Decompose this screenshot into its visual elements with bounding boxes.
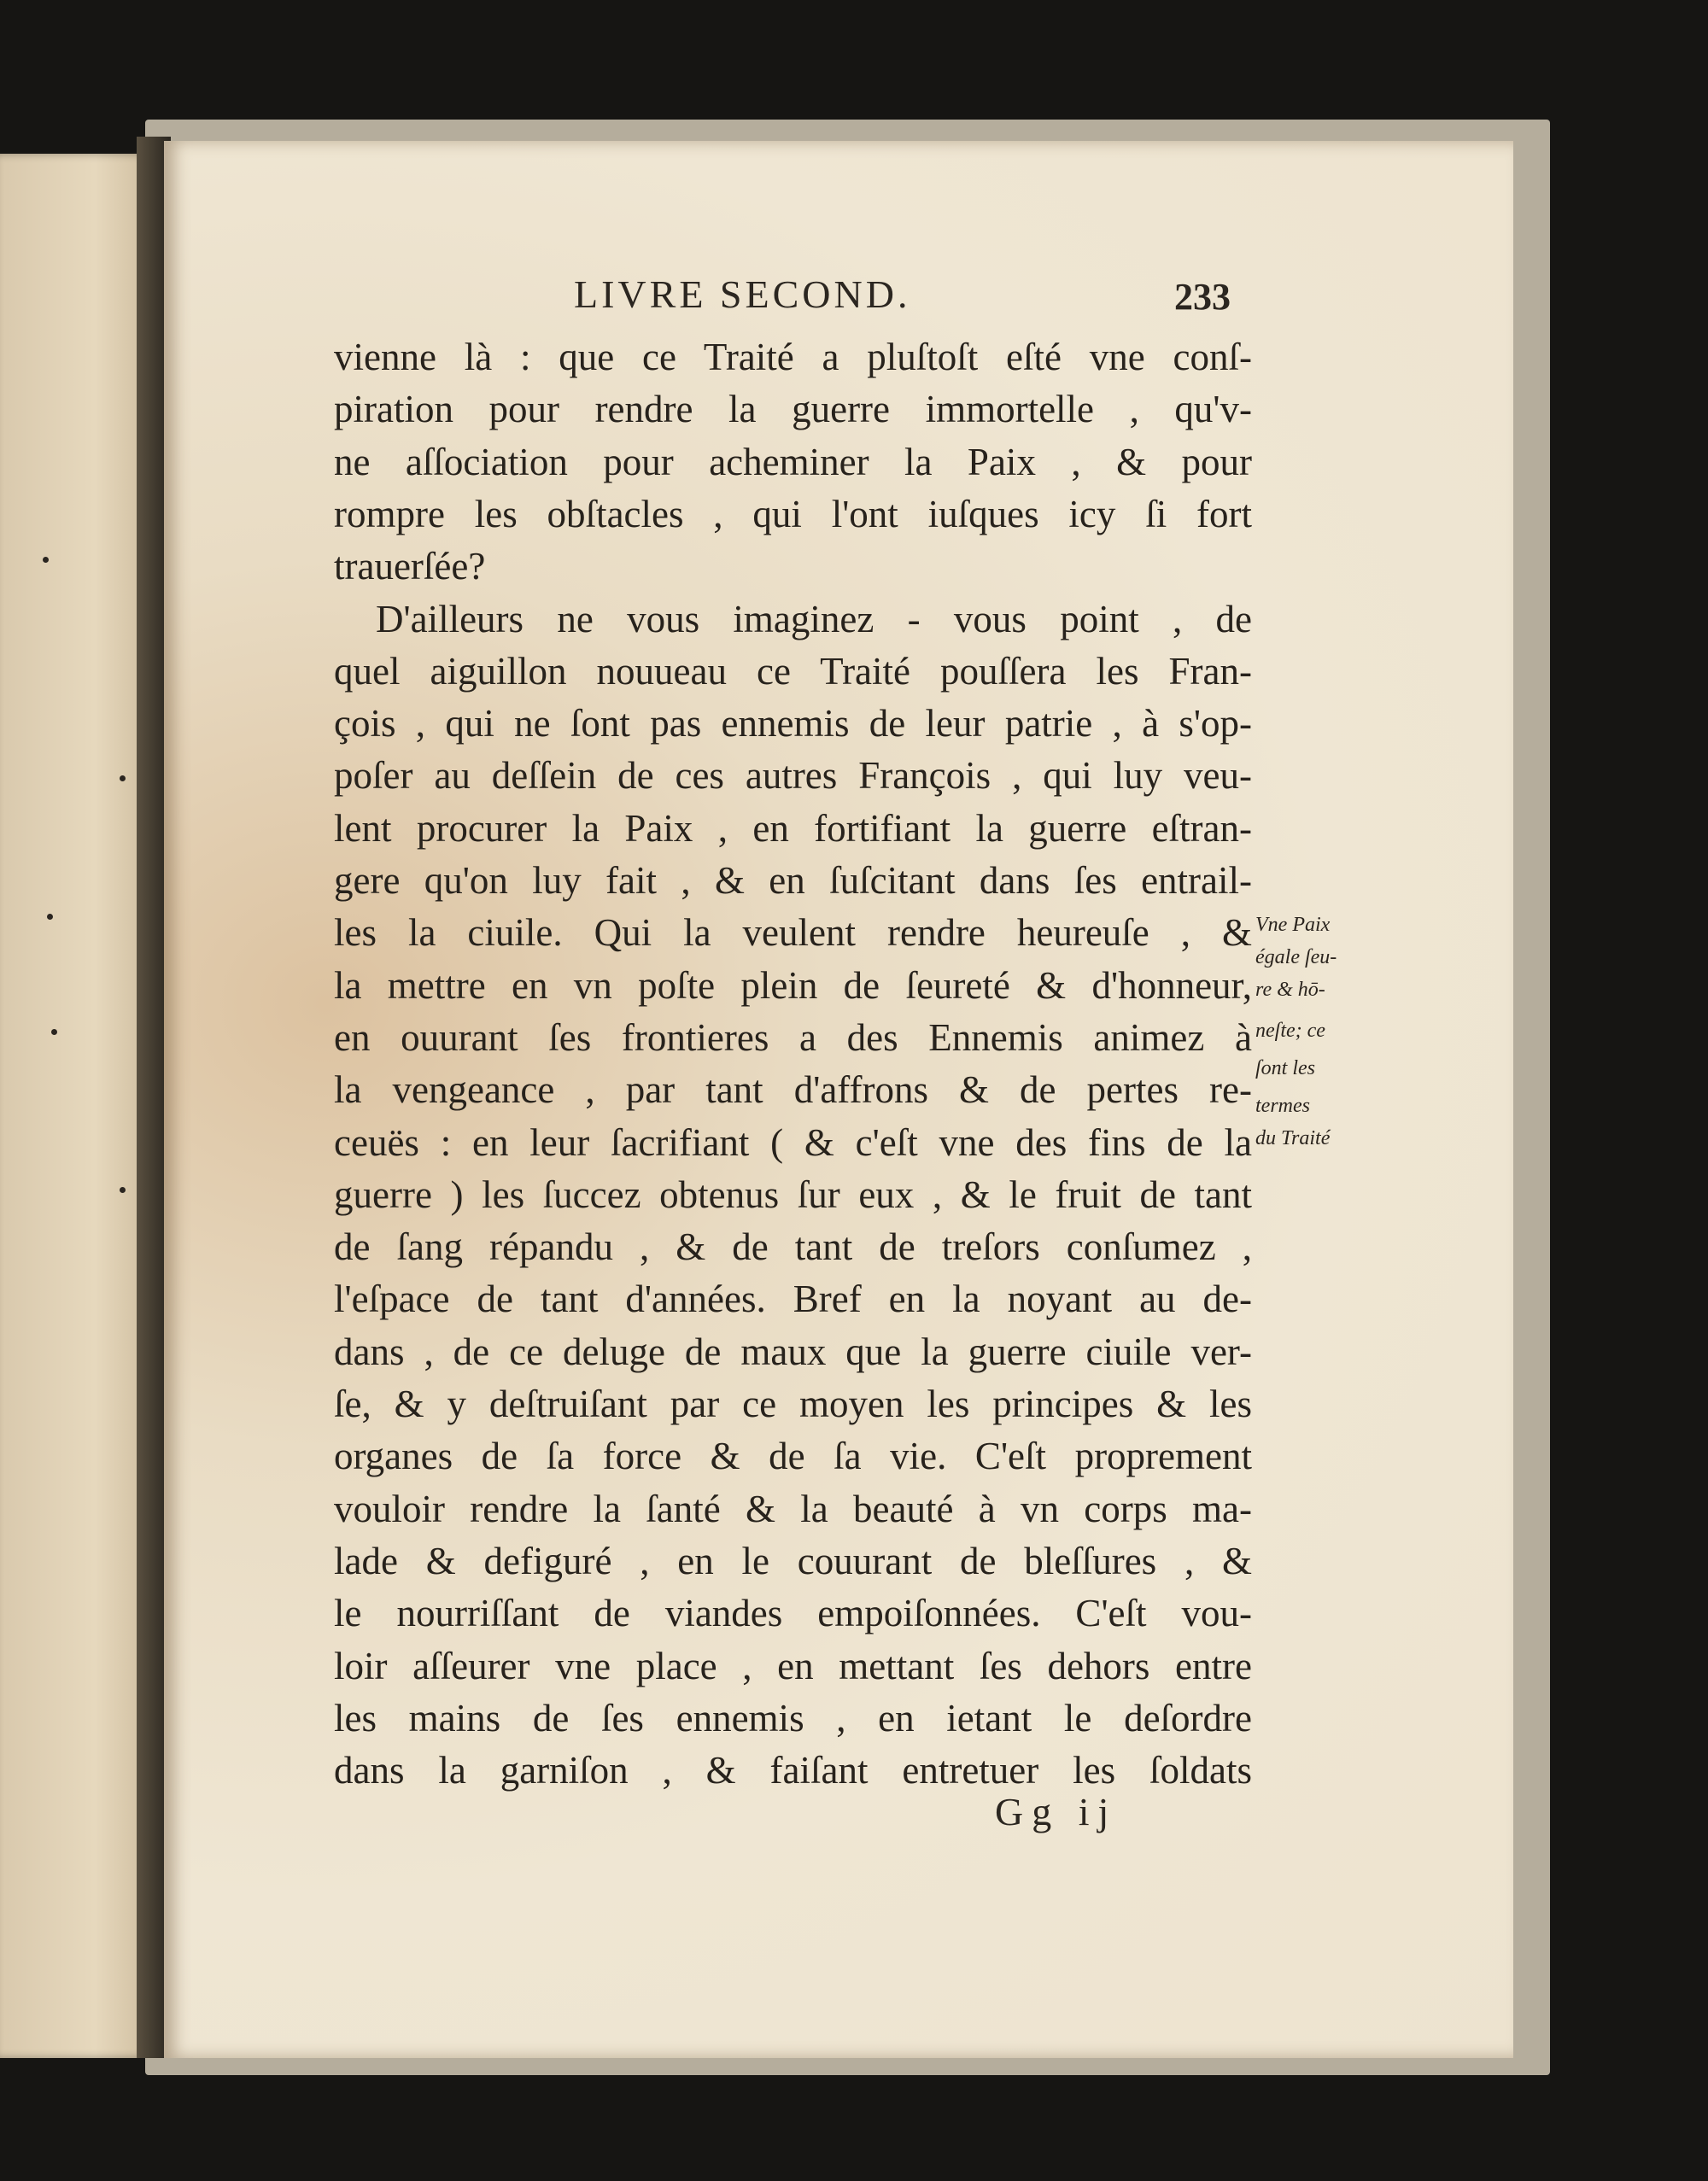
signature-mark: Gg ij (995, 1790, 1118, 1833)
text-line: gere qu'on luy fait , & en ſuſcitant dans ſes entrail- (334, 859, 1252, 902)
margin-note-line: neſte; ce (1255, 1020, 1325, 1042)
margin-note-line: du Traité (1255, 1127, 1331, 1149)
text-line: l'eſpace de tant d'années. Bref en la noyant au de- (334, 1278, 1252, 1321)
bleed-dot (43, 557, 49, 563)
text-line: la vengeance , par tant d'affrons & de pertes re- (334, 1068, 1252, 1112)
text-line: les mains de ſes ennemis , en ietant le deſordre (334, 1696, 1252, 1740)
margin-note-line: égale ſeu- (1255, 946, 1337, 968)
margin-note-line: ſont les (1255, 1057, 1315, 1079)
text-line: les la ciuile. Qui la veulent rendre heureuſe , & (334, 911, 1252, 955)
text-line: rompre les obſtacles , qui l'ont iuſques icy ſi fort (334, 492, 1252, 535)
text-line: lade & defiguré , en le couurant de bleſſures , & (334, 1539, 1252, 1582)
margin-note-line: Vne Paix (1255, 914, 1331, 936)
text-line: loir aſſeurer vne place , en mettant ſes dehors entre (334, 1644, 1252, 1687)
text-line: le nourriſſant de viandes empoiſonnées. C'eſt vou- (334, 1592, 1252, 1635)
bleed-dot (51, 1029, 57, 1035)
text-line: de ſang répandu , & de tant de treſors conſumez , (334, 1225, 1252, 1269)
text-line: dans , de ce deluge de maux que la guerre ciuile ver- (334, 1330, 1252, 1373)
text-line: lent procurer la Paix , en fortifiant la guerre eſtran- (334, 806, 1252, 850)
text-line: vouloir rendre la ſanté & la beauté à vn corps ma- (334, 1487, 1252, 1530)
running-title: LIVRE SECOND. (574, 272, 911, 316)
bleed-dot (120, 775, 126, 781)
bleed-dot (120, 1187, 126, 1193)
margin-note-line: re & hō- (1255, 979, 1325, 1001)
text-line: trauerſée? (334, 545, 486, 588)
text-line: la mettre en vn poſte plein de ſeureté & d'honneur, (334, 963, 1252, 1007)
text-line: ne aſſociation pour acheminer la Paix , & pour (334, 440, 1252, 483)
text-line: en ouurant ſes frontieres a des Ennemis animez à (334, 1015, 1252, 1059)
page-number: 233 (1174, 276, 1231, 318)
text-line: D'ailleurs ne vous imaginez - vous point , de (376, 597, 1252, 640)
text-line: ſe, & y deſtruiſant par ce moyen les principes & les (334, 1383, 1252, 1425)
text-line: guerre ) les ſuccez obtenus ſur eux , & le fruit de tant (334, 1172, 1252, 1216)
margin-note-line: termes (1255, 1095, 1310, 1117)
text-line: çois , qui ne ſont pas ennemis de leur patrie , à s'op- (334, 702, 1252, 746)
text-line: quel aiguillon nouueau ce Traité pouſſera les Fran- (334, 649, 1252, 693)
text-line: poſer au deſſein de ces autres François , qui luy veu- (334, 754, 1252, 798)
bleed-dot (47, 914, 53, 920)
text-line: ceuës : en leur ſacrifiant ( & c'eſt vne des fins de la (334, 1120, 1252, 1164)
text-line: vienne là : que ce Traité a pluſtoſt eſté vne conſ- (334, 336, 1252, 378)
text-line: organes de ſa force & de ſa vie. C'eſt proprement (334, 1435, 1252, 1478)
text-line: piration pour rendre la guerre immortelle , qu'v- (334, 388, 1252, 431)
text-line: dans la garniſon , & faiſant entretuer les ſoldats (334, 1749, 1252, 1792)
left-page (0, 154, 158, 2058)
